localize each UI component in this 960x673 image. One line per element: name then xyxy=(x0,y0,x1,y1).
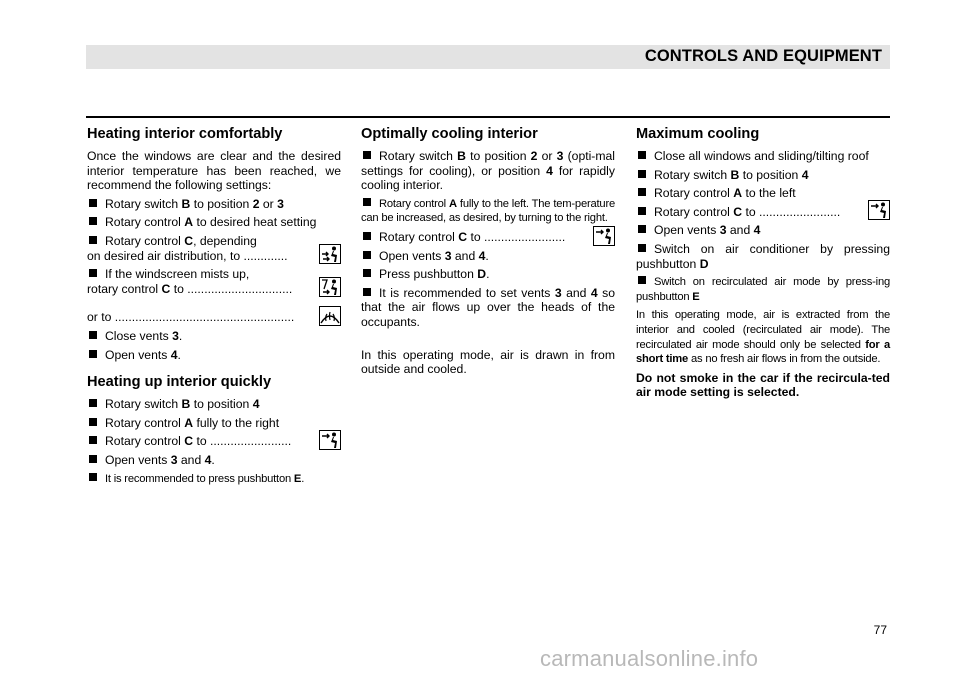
bullet-square xyxy=(638,170,646,178)
list-item: Open vents 3 and 4. xyxy=(361,249,615,264)
list-item: Rotary switch B to position 4 xyxy=(636,168,890,183)
page-header-title: CONTROLS AND EQUIPMENT xyxy=(644,47,882,65)
list-item: Rotary control A to the left xyxy=(636,186,890,201)
bullet-square xyxy=(638,151,646,159)
bullet-square xyxy=(638,225,646,233)
header-bar xyxy=(86,45,890,69)
heading-heating-comfortably: Heating interior comfortably xyxy=(87,126,283,142)
list-item: Rotary control A fully to the right xyxy=(87,416,341,431)
bullet-square xyxy=(363,232,371,240)
bullet-square xyxy=(363,288,371,296)
list-item: It is recommended to press pushbutton E. xyxy=(87,472,341,487)
list-item: Rotary control A to desired heat setting xyxy=(87,215,341,230)
list-item: If the windscreen mists up, rotary control C to ............................... xyxy=(87,267,341,296)
or-to-line: or to ..................................................... xyxy=(87,310,341,325)
bullet-square xyxy=(89,199,97,207)
bullet-square xyxy=(89,217,97,225)
recirculation-note: In this operating mode, air is extracted from the interior and cooled (recirculated air mode). The recirculated air mode should only be selected for a short time as no fresh air flows in from the outside. xyxy=(636,309,890,366)
intro-text: Once the windows are clear and the desired interior temperature has been reached, we recommend the following settings: xyxy=(87,149,341,193)
bullet-square xyxy=(363,151,371,159)
heading-optimally-cooling: Optimally cooling interior xyxy=(361,126,538,142)
face-vent-icon xyxy=(868,200,890,220)
bullet-square xyxy=(89,399,97,407)
list-item: Open vents 4. xyxy=(87,348,341,363)
bullet-square xyxy=(89,473,97,481)
bullet-square xyxy=(638,188,646,196)
page-number: 77 xyxy=(873,623,887,637)
heading-maximum-cooling: Maximum cooling xyxy=(636,126,760,142)
list-item: Rotary switch B to position 2 or 3 xyxy=(87,197,341,212)
column-max-cooling xyxy=(636,126,890,404)
list-item: Rotary switch B to position 4 xyxy=(87,397,341,412)
windscreen-feet-icon xyxy=(319,277,341,297)
face-vent-icon xyxy=(593,226,615,246)
bullet-square xyxy=(638,207,646,215)
list-item: Close vents 3. xyxy=(87,329,341,344)
bullet-square xyxy=(363,251,371,259)
heading-heating-quickly: Heating up interior quickly xyxy=(87,374,272,391)
defrost-icon xyxy=(319,306,341,326)
list-item: Close all windows and sliding/tilting roof xyxy=(636,149,890,164)
bullet-square xyxy=(89,331,97,339)
air-distribution-feet-icon xyxy=(319,244,341,264)
bullet-square xyxy=(89,436,97,444)
bullet-square xyxy=(638,276,646,284)
list-item: It is recommended to set vents 3 and 4 so that the air flows up over the heads of the occupants. xyxy=(361,285,615,329)
list-item: Rotary switch B to position 2 or 3 (opti-mal settings for cooling), or position 4 for rapidly cooling interior. xyxy=(361,149,616,193)
divider-rule xyxy=(86,116,890,118)
list-item: Open vents 3 and 4. xyxy=(87,453,341,468)
bullet-square xyxy=(89,455,97,463)
bullet-square xyxy=(638,244,646,252)
list-item: Open vents 3 and 4 xyxy=(636,223,890,238)
list-item: Rotary control C to ........................ xyxy=(87,434,341,449)
list-item: Switch on recirculated air mode by press-ing pushbutton E xyxy=(636,276,890,303)
list-item: Switch on air conditioner by pressing pushbutton D xyxy=(636,241,890,271)
bullet-square xyxy=(89,269,97,277)
watermark: carmanualsonline.info xyxy=(540,646,759,671)
list-item: Rotary control C to ........................ xyxy=(361,230,615,245)
bullet-square xyxy=(89,418,97,426)
column-heating xyxy=(87,126,341,490)
no-smoking-warning: Do not smoke in the car if the recircula-ted air mode setting is selected. xyxy=(636,370,890,400)
list-item: Rotary control C, depending on desired air distribution, to ............. xyxy=(87,234,341,263)
face-vent-icon xyxy=(319,430,341,450)
column-cooling xyxy=(361,126,615,381)
operating-mode-note: In this operating mode, air is drawn in from outside and cooled. xyxy=(361,347,615,377)
bullet-square xyxy=(89,236,97,244)
list-item: Rotary control A fully to the left. The tem-perature can be increased, as desired, by turning to the right. xyxy=(361,197,615,225)
bullet-square xyxy=(89,350,97,358)
bullet-square xyxy=(363,269,371,277)
list-item: Press pushbutton D. xyxy=(361,267,615,282)
list-item: Rotary control C to ........................ xyxy=(636,205,890,220)
bullet-square xyxy=(363,198,371,206)
